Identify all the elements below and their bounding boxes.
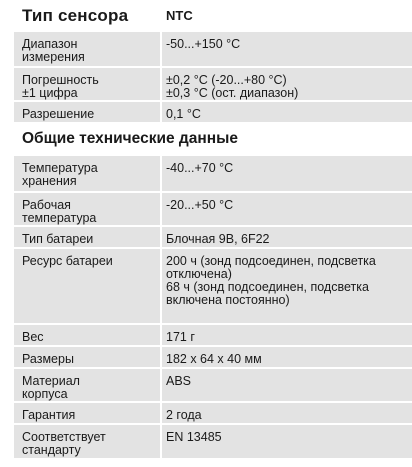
column-divider [160,32,162,122]
row-value: ABS [166,374,192,388]
table-row [14,249,412,323]
table-row [14,227,412,247]
table-row [14,325,412,345]
row-label: Рабочая температура [22,198,97,225]
sensor-type-label: Тип сенсора [22,6,129,25]
row-label: Разрешение [22,107,95,121]
table-row [14,32,412,66]
table-row [14,347,412,367]
row-value: Блочная 9B, 6F22 [166,232,270,246]
row-label: Гарантия [22,408,76,422]
row-value: 182 x 64 x 40 мм [166,352,262,366]
table-row [14,68,412,100]
table-row [14,156,412,191]
row-label: Ресурс батареи [22,254,113,268]
row-value: ±0,2 °C (-20...+80 °C) ±0,3 °C (ост. диапазон) [166,73,299,100]
sensor-type-header [14,0,412,32]
table-row [14,193,412,225]
table-row [14,102,412,122]
table-row [14,369,412,401]
general-specs-title: Общие технические данные [22,130,238,147]
row-value: 200 ч (зонд подсоединен, подсветка отключена) 68 ч (зонд подсоединен, подсветка включена постоянно) [166,254,376,307]
sensor-type-value: NTC [166,8,193,23]
row-label: Материал корпуса [22,374,80,401]
row-label: Температура хранения [22,161,98,188]
row-value: -20...+50 °C [166,198,234,212]
row-value: -40...+70 °C [166,161,234,175]
row-value: 0,1 °C [166,107,201,121]
column-divider [160,156,162,458]
row-value: 2 года [166,408,202,422]
row-label: Погрешность ±1 цифра [22,73,99,100]
table-row [14,403,412,423]
row-value: -50...+150 °C [166,37,241,51]
row-value: EN 13485 [166,430,222,444]
row-label: Диапазон измерения [22,37,85,64]
row-label: Вес [22,330,44,344]
table-row [14,425,412,458]
row-value: 171 г [166,330,195,344]
row-label: Соответствует стандарту [22,430,106,457]
row-label: Размеры [22,352,74,366]
row-label: Тип батареи [22,232,94,246]
